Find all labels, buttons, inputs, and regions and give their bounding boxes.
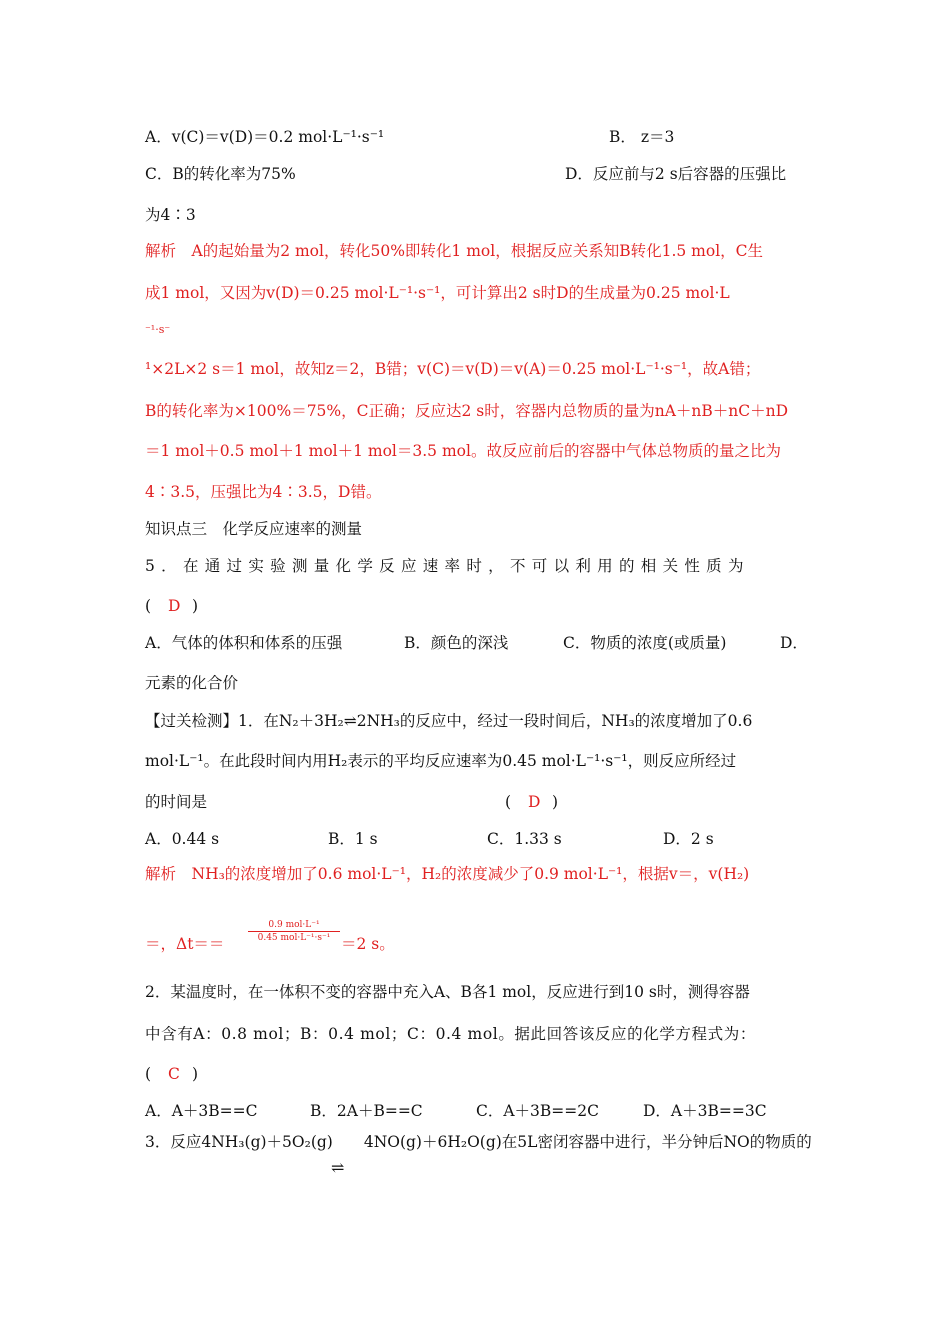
fraction-denominator: 0.45 mol·L⁻¹·s⁻¹ <box>257 933 331 943</box>
check-q1-line-3: 的时间是 <box>145 793 208 811</box>
q4-option-d: D．反应前与2 s后容器的压强比 <box>565 165 787 183</box>
check-q1-option-d: D．2 s <box>663 830 714 848</box>
q4-option-a: A．v(C)＝v(D)＝0.2 mol·L⁻¹·s⁻¹ <box>145 128 385 146</box>
check-q2-line-1: 2．某温度时，在一体积不变的容器中充入A、B各1 mol，反应进行到10 s时，测得容器 <box>145 983 750 1001</box>
check-q1-solution-line-2b: ＝2 s。 <box>341 935 395 953</box>
q5-option-a: A．气体的体积和体系的压强 <box>145 634 343 652</box>
check-q2-option-a: A．A＋3B==C <box>145 1102 258 1120</box>
check-q2-paren-right: ) <box>192 1065 199 1083</box>
check-q1-solution-line-2a: ＝，Δt＝＝ <box>145 935 225 953</box>
check-q1-fraction <box>248 920 340 943</box>
check-q3-line-1: 3．反应4NH₃(g)＋5O₂(g) 4NO(g)＋6H₂O(g)在5L密闭容器中进行，半分钟后NO的物质的 <box>145 1133 812 1151</box>
q5-option-d-cont: 元素的化合价 <box>145 674 239 692</box>
check-q1-paren-left: ( <box>505 793 512 811</box>
check-q1-line-1: 【过关检测】1．在N₂＋3H₂⇌2NH₃的反应中，经过一段时间后，NH₃的浓度增加了0.6 <box>145 712 753 730</box>
check-q1-answer: D <box>528 793 541 811</box>
q4-solution-line-5: B的转化率为×100%＝75%，C正确；反应达2 s时，容器内总物质的量为nA＋nB＋nC＋nD <box>145 402 789 420</box>
check-q1-option-a: A．0.44 s <box>145 830 220 848</box>
check-q1-solution-line-1: 解析 NH₃的浓度增加了0.6 mol·L⁻¹，H₂的浓度减少了0.9 mol·L⁻¹，根据v＝，v(H₂) <box>145 865 750 883</box>
fraction-numerator: 0.9 mol·L⁻¹ <box>268 920 320 930</box>
q5-option-d: D． <box>780 634 808 652</box>
check-q1-option-b: B．1 s <box>328 830 378 848</box>
q4-option-d-cont: 为4∶3 <box>145 206 196 224</box>
q4-solution-line-6: ＝1 mol＋0.5 mol＋1 mol＋1 mol＝3.5 mol。故反应前后的容器中气体总物质的量之比为 <box>145 442 781 460</box>
check-q1-paren-right: ) <box>552 793 559 811</box>
check-q2-line-2: 中含有A：0.8 mol；B：0.4 mol；C：0.4 mol。据此回答该反应的化学方程式为： <box>145 1025 756 1043</box>
check-q1-line-2: mol·L⁻¹。在此段时间内用H₂表示的平均反应速率为0.45 mol·L⁻¹·s⁻¹，则反应所经过 <box>145 752 737 770</box>
check-q2-option-b: B．2A＋B==C <box>310 1102 423 1120</box>
equilibrium-arrow-icon: ⇌ <box>331 1158 345 1177</box>
q5-option-b: B．颜色的深浅 <box>404 634 509 652</box>
q4-solution-line-1: 解析 A的起始量为2 mol，转化50%即转化1 mol，根据反应关系知B转化1.5 mol，C生 <box>145 242 764 260</box>
q4-solution-line-3: ⁻¹·s⁻ <box>145 323 171 336</box>
q4-option-c: C．B的转化率为75% <box>145 165 296 183</box>
q5-paren-right: ) <box>192 597 199 615</box>
q5-option-c: C．物质的浓度(或质量) <box>563 634 727 652</box>
section-title: 知识点三 化学反应速率的测量 <box>145 520 363 538</box>
q4-solution-line-4: ¹×2L×2 s＝1 mol，故知z＝2，B错；v(C)＝v(D)＝v(A)＝0.25 mol·L⁻¹·s⁻¹，故A错； <box>145 360 761 378</box>
check-q2-option-c: C．A＋3B==2C <box>476 1102 600 1120</box>
check-q2-answer: C <box>168 1065 180 1083</box>
q4-solution-line-2: 成1 mol，又因为v(D)＝0.25 mol·L⁻¹·s⁻¹，可计算出2 s时D的生成量为0.25 mol·L <box>145 284 730 302</box>
q5-answer: D <box>168 597 181 615</box>
fraction-bar <box>248 931 340 932</box>
check-q2-paren-left: ( <box>145 1065 152 1083</box>
q5-paren-left: ( <box>145 597 152 615</box>
q4-option-b: B． z＝3 <box>609 128 675 146</box>
check-q2-option-d: D．A＋3B==3C <box>643 1102 767 1120</box>
q5-text: 5．在通过实验测量化学反应速率时，不可以利用的相关性质为 <box>145 557 750 575</box>
q4-solution-line-7: 4∶3.5，压强比为4∶3.5，D错。 <box>145 483 382 501</box>
check-q1-option-c: C．1.33 s <box>487 830 562 848</box>
